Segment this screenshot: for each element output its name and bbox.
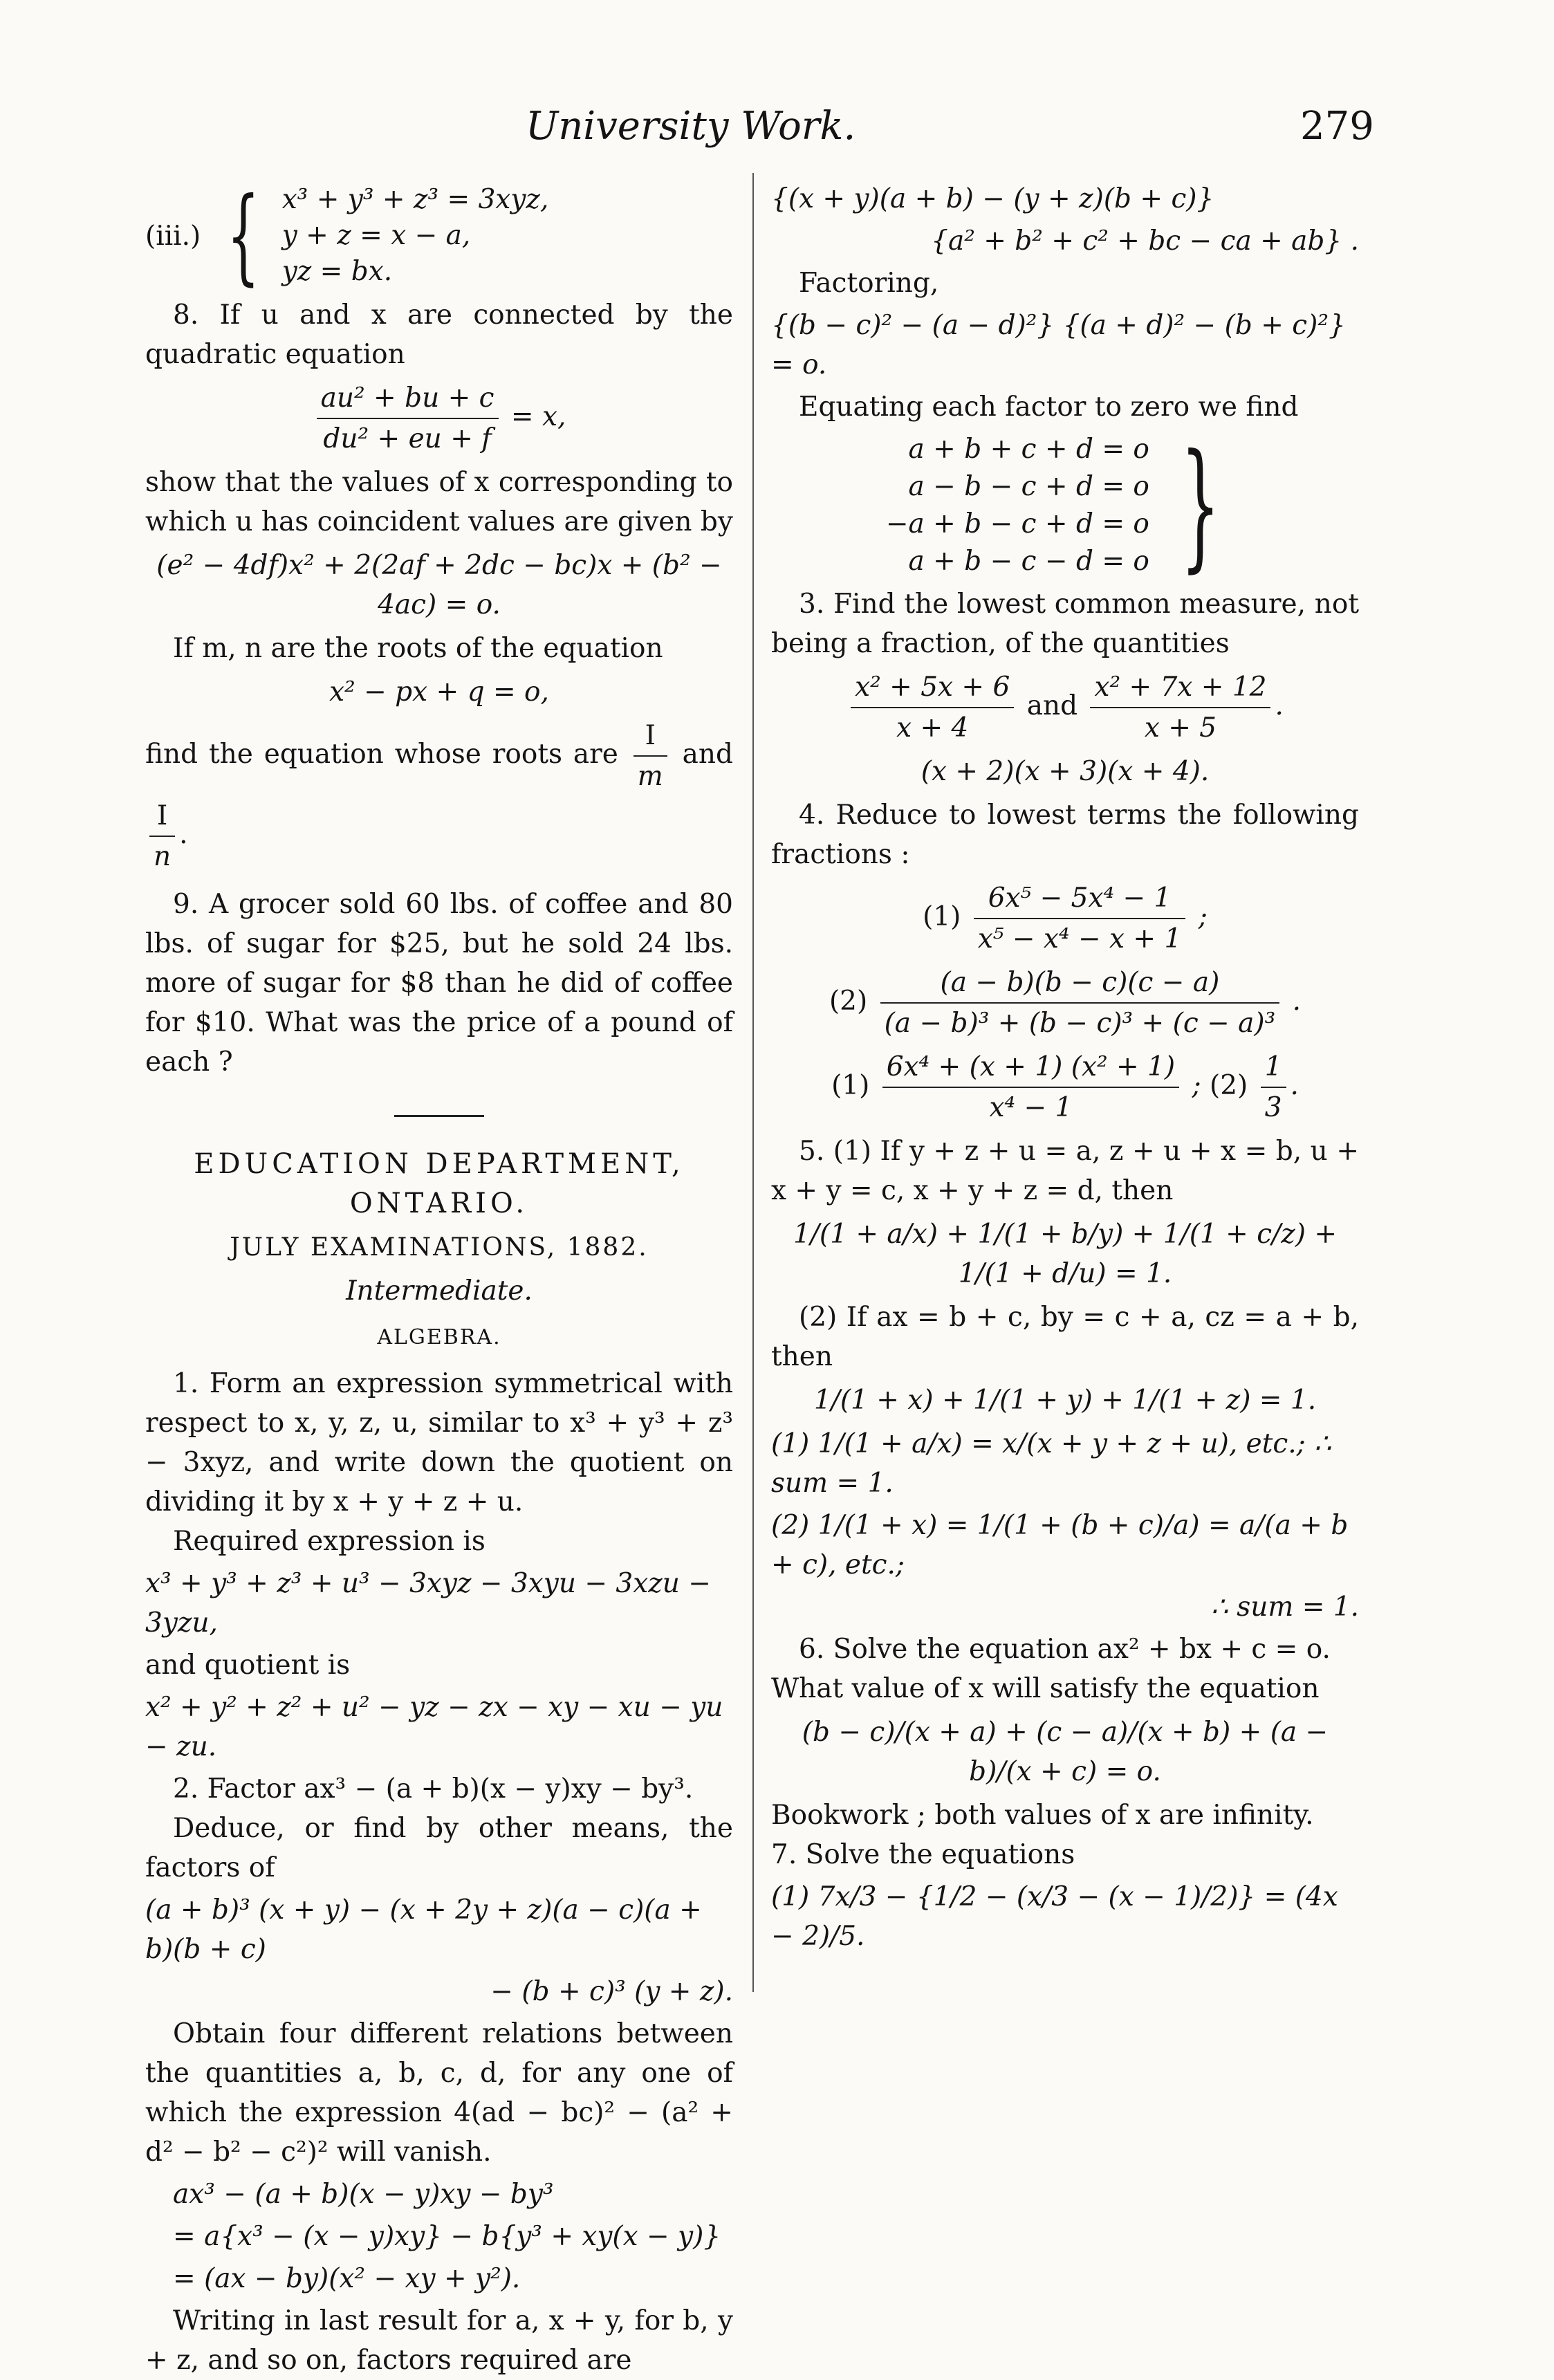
q4-part2-den: (a − b)³ + (b − c)³ + (c − a)³ xyxy=(884,1008,1276,1039)
right-column xyxy=(771,176,1359,1959)
q2-solution-3: = (ax − by)(x² − xy + y²). xyxy=(173,2263,521,2294)
q8-denominator: du² + eu + f xyxy=(323,423,492,454)
left-column xyxy=(145,176,733,2380)
q2-text: 2. Factor ax³ − (a + b)(x − y)xy − by³. xyxy=(173,1773,694,1805)
q4-part2-label: (2) xyxy=(829,986,868,1017)
department-heading: EDUCATION DEPARTMENT, xyxy=(194,1148,685,1180)
q2-deduce: Deduce, or find by other means, the factors of xyxy=(145,1813,733,1883)
system-iii-line: x³ + y³ + z³ = 3xyz, xyxy=(281,184,549,215)
q7-text: 7. Solve the equations xyxy=(771,1839,1075,1870)
q4-part1-num: 6x⁵ − 5x⁴ − 1 xyxy=(974,878,1185,919)
factoring-equation: {(b − c)² − (a − d)²} {(a + d)² − (b + c)²} = o. xyxy=(771,310,1346,380)
section-divider xyxy=(394,1115,484,1117)
q5-solution-1: (1) 1/(1 + a/x) = x/(x + y + z + u), etc.; ∴ sum = 1. xyxy=(771,1428,1331,1499)
frac-one-b: I xyxy=(149,796,175,837)
q8-and: and xyxy=(682,739,733,770)
factor-line-2: {a² + b² + c² + bc − ca + ab} . xyxy=(931,225,1359,257)
q3-frac2-den: x + 5 xyxy=(1144,712,1217,744)
q2-expression-line2: − (b + c)³ (y + z). xyxy=(490,1976,733,2007)
frac-m: m xyxy=(637,761,663,792)
q4-answer1-num: 6x⁴ + (x + 1) (x² + 1) xyxy=(882,1047,1179,1088)
left-brace-icon: { xyxy=(227,176,260,296)
q8-find: find the equation whose roots are $\frac{I}{m}$ and $\frac{I}{n}$ . xyxy=(145,716,733,876)
running-title: University Work. xyxy=(526,104,856,149)
q7-equation: (1) 7x/3 − {1/2 − (x/3 − (x − 1)/2)} = (4x − 2)/5. xyxy=(771,1881,1338,1952)
q4-part1-den: x⁵ − x⁴ − x + 1 xyxy=(977,923,1182,954)
running-header xyxy=(0,104,1554,159)
q4-answers: (1) $\frac{\text{6x⁴ + (x + 1) (x² + 1)}}{\text{x⁴ − 1}}$ ; (2) $\frac{1}{3}$ . xyxy=(771,1047,1359,1127)
q3-fractions: $\frac{\text{x² + 5x + 6}}{x + 4}$ and $\frac{\text{x² + 7x + 12}}{x + 5}$ . xyxy=(771,667,1359,748)
factoring-label: Factoring, xyxy=(799,268,939,299)
q8-find-text: find the equation whose roots are xyxy=(145,739,618,770)
system-iii xyxy=(145,176,733,296)
q1-required: Required expression is xyxy=(173,1526,485,1557)
q5-equation-1: 1/(1 + a/x) + 1/(1 + b/y) + 1/(1 + c/z) + 1/(1 + d/u) = 1. xyxy=(793,1219,1338,1289)
q4-part2: (2) $\frac{(a - b)(b - c)(c - a)}{\text{(a − b)³ + (b − c)³ + (c − a)³}}$ . xyxy=(771,963,1359,1043)
q6-text-2: What value of x will satisfy the equation xyxy=(771,1673,1320,1704)
q3-frac1-num: x² + 5x + 6 xyxy=(851,667,1014,708)
q2-solution-2: = a{x³ − (x − y)xy} − b{y³ + xy(x − y)} xyxy=(173,2221,721,2252)
relations-system xyxy=(771,425,1359,586)
system-iii-label: (iii.) xyxy=(145,220,201,252)
q2-expression-line1: (a + b)³ (x + y) − (x + 2y + z)(a − c)(a + b)(b + c) xyxy=(145,1894,702,1965)
province-heading: ONTARIO. xyxy=(349,1188,529,1219)
q5-solution-2: (2) 1/(1 + x) = 1/(1 + (b + c)/a) = a/(a + b + c), etc.; xyxy=(771,1510,1349,1580)
q8-equation xyxy=(145,378,733,459)
right-brace-icon: } xyxy=(1180,425,1221,586)
q8-intro: 8. If u and x are connected by the quadratic equation xyxy=(145,299,733,370)
q4-text: 4. Reduce to lowest terms the following fractions : xyxy=(771,800,1359,870)
q4-part1-label: (1) xyxy=(923,901,961,932)
q4-part2-num: (a − b)(b − c)(c − a) xyxy=(880,963,1280,1004)
q8-show: show that the values of x corresponding to which u has coincident values are given by xyxy=(145,467,733,537)
equating-text: Equating each factor to zero we find xyxy=(799,391,1299,423)
q8-quadratic: x² − px + q = o, xyxy=(329,676,549,708)
frac-n: n xyxy=(154,841,172,872)
q6-text: 6. Solve the equation ax² + bx + c = o. xyxy=(799,1634,1331,1665)
q1-text: 1. Form an expression symmetrical with respect to x, y, z, u, similar to x³ + y³ + z³ − 3xyz, and write down the quotient on dividing it by x + y + z + u. xyxy=(145,1368,733,1518)
q5-solution-3: ∴ sum = 1. xyxy=(1210,1592,1359,1623)
page-number: 279 xyxy=(1300,104,1374,149)
system-iii-line: yz = bx. xyxy=(281,256,393,287)
q8-roots-intro: If m, n are the roots of the equation xyxy=(173,633,663,664)
relation-line: a + b − c − d = o xyxy=(908,546,1149,577)
relation-line: a − b − c + d = o xyxy=(908,471,1149,502)
q1-quotient-label: and quotient is xyxy=(145,1650,351,1681)
q5-text-2: (2) If ax = b + c, by = c + a, cz = a + b, then xyxy=(771,1302,1359,1372)
system-iii-line: y + z = x − a, xyxy=(281,220,471,251)
q3-frac1-den: x + 4 xyxy=(896,712,969,744)
q2-writing: Writing in last result for a, x + y, for b, y + z, and so on, factors required are xyxy=(145,2305,733,2376)
q8-result: (e² − 4df)x² + 2(2af + 2dc − bc)x + (b² − 4ac) = o. xyxy=(156,550,722,620)
q4-answer2-label: (2) xyxy=(1210,1070,1248,1101)
q6-equation: (b − c)/(x + a) + (c − a)/(x + b) + (a − b)/(x + c) = o. xyxy=(802,1717,1329,1787)
q4-answer1-label: (1) xyxy=(831,1070,870,1101)
subject-heading: ALGEBRA. xyxy=(377,1325,501,1349)
q4-part1: (1) $\frac{\text{6x⁵ − 5x⁴ − 1}}{\text{x⁵ − x⁴ − x + 1}}$ ; xyxy=(771,878,1359,959)
q8-rhs: = x, xyxy=(510,401,566,432)
relation-line: −a + b − c + d = o xyxy=(885,508,1149,539)
column-divider xyxy=(752,173,754,1992)
level-heading: Intermediate. xyxy=(346,1275,533,1307)
q5-text: 5. (1) If y + z + u = a, z + u + x = b, u + x + y = c, x + y + z = d, then xyxy=(771,1136,1359,1206)
relation-line: a + b + c + d = o xyxy=(908,434,1149,465)
q2-obtain: Obtain four different relations between the quantities a, b, c, d, for any one of which the expression 4(ad − bc)² − (a² + d² − b² − c²)² will vanish. xyxy=(145,2018,733,2168)
q2-solution-1: ax³ − (a + b)(x − y)xy − by³ xyxy=(173,2179,554,2210)
q1-quotient: x² + y² + z² + u² − yz − zx − xy − xu − yu − zu. xyxy=(145,1692,723,1762)
q4-answer1-den: x⁴ − 1 xyxy=(989,1092,1073,1123)
q1-expression: x³ + y³ + z³ + u³ − 3xyz − 3xyu − 3xzu − 3yzu, xyxy=(145,1568,711,1639)
factor-line-1: {(x + y)(a + b) − (y + z)(b + c)} xyxy=(771,183,1214,214)
q3-text: 3. Find the lowest common measure, not being a fraction, of the quantities xyxy=(771,589,1359,659)
frac-one: I xyxy=(633,716,667,757)
q8-numerator: au² + bu + c xyxy=(317,378,499,419)
q6-answer: Bookwork ; both values of x are infinity. xyxy=(771,1800,1314,1831)
q9-text: 9. A grocer sold 60 lbs. of coffee and 80 lbs. of sugar for $25, but he sold 24 lbs. more of sugar for $8 than he did of coffee for $10. What was the price of a pound of each ? xyxy=(145,889,733,1078)
q3-and: and xyxy=(1026,690,1078,721)
q4-answer2-num: 1 xyxy=(1261,1047,1286,1088)
q3-frac2-num: x² + 7x + 12 xyxy=(1090,667,1270,708)
exam-heading: JULY EXAMINATIONS, 1882. xyxy=(230,1233,649,1262)
q4-answer2-den: 3 xyxy=(1264,1092,1282,1123)
q3-answer: (x + 2)(x + 3)(x + 4). xyxy=(921,756,1210,787)
q5-equation-2: 1/(1 + x) + 1/(1 + y) + 1/(1 + z) = 1. xyxy=(813,1385,1317,1416)
